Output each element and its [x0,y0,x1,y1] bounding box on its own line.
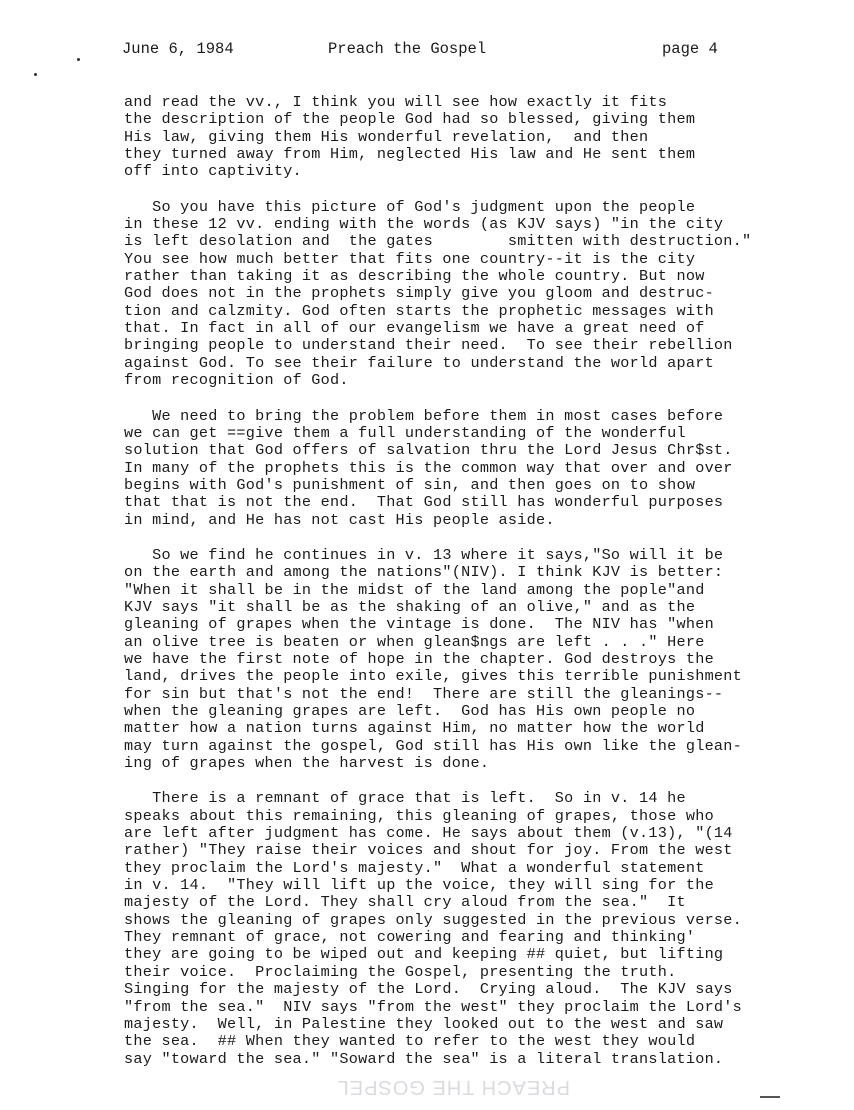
text-line: in mind, and He has not cast His people aside. [124,510,555,529]
text-line: from recognition of God. [124,371,349,390]
text-line: Singing for the majesty of the Lord. Crying aloud. The KJV says [124,980,733,999]
text-line: rather than taking it as describing the whole country. But now [124,267,705,286]
text-line: "When it shall be in the midst of the land among the pople"and [124,580,705,599]
text-line: gleaning of grapes when the vintage is done. The NIV has "when [124,615,714,634]
text-line: against God. To see their failure to understand the world apart [124,353,714,372]
text-line: on the earth and among the nations"(NIV). I think KJV is better: [124,563,724,582]
header-page-number: page 4 [662,40,718,58]
text-line: shows the gleaning of grapes only suggested in the previous verse. [124,910,743,929]
text-line: their voice. Proclaiming the Gospel, presenting the truth. [124,962,677,981]
text-line: So you have this picture of God's judgment upon the people [124,197,696,216]
text-line: that. In fact in all of our evangelism we have a great need of [124,319,705,338]
text-line: His law, giving them His wonderful revelation, and then [124,127,649,146]
stray-mark [760,1096,780,1098]
text-line: and read the vv., I think you will see how exactly it fits [124,93,668,111]
text-line: God does not in the prophets simply give you gloom and destruc- [124,284,714,303]
text-line: "from the sea." NIV says "from the west" they proclaim the Lord's [124,997,743,1016]
paragraph-5 [0,790,854,1068]
header-title: Preach the Gospel [328,40,487,58]
text-line: they proclaim the Lord's majesty." What a wonderful statement [124,858,705,877]
text-line: are left after judgment has come. He says about them (v.13), "(14 [124,824,733,843]
text-line: majesty of the Lord. They shall cry aloud from the sea." It [124,893,686,912]
text-line: for sin but that's not the end! There are still the gleanings-- [124,684,724,703]
text-line: majesty. Well, in Palestine they looked out to the west and saw [124,1014,724,1033]
text-line: land, drives the people into exile, gives this terrible punishment [124,667,743,686]
text-line: may turn against the gospel, God still has His own like the glean- [124,736,743,755]
text-line: that that is not the end. That God still has wonderful purposes [124,493,724,512]
text-line: say "toward the sea." "Soward the sea" is a literal translation. [124,1049,724,1068]
paragraph-1 [0,94,854,181]
text-line: an olive tree is beaten or when glean$ngs are left . . ." Here [124,632,705,651]
text-line: begins with God's punishment of sin, and then goes on to show [124,475,696,494]
text-line: in these 12 vv. ending with the words (as KJV says) "in the city [124,215,724,234]
text-line: we can get ==give them a full understanding of the wonderful [124,423,686,442]
text-line: So we find he continues in v. 13 where it says,"So will it be [124,545,724,564]
paragraph-2 [0,199,854,390]
text-line: You see how much better that fits one country--it is the city [124,249,696,268]
bleed-through-text: PREACH THE GOSPEL [336,1076,570,1098]
text-line: is left desolation and the gates smitten with destruction." [124,232,752,251]
text-line: KJV says "it shall be as the shaking of an olive," and as the [124,597,696,616]
document-body [0,94,854,1086]
text-line: they are going to be wiped out and keeping ## quiet, but lifting [124,945,724,964]
header-date: June 6, 1984 [122,40,234,58]
text-line: the description of the people God had so blessed, giving them [124,110,696,129]
text-line: they turned away from Him, neglected His law and He sent them [124,145,696,164]
text-line: the sea. ## When they wanted to refer to the west they would [124,1032,696,1051]
page-header [0,40,854,66]
text-line: ing of grapes when the harvest is done. [124,754,490,773]
stray-mark [34,73,37,76]
text-line: In many of the prophets this is the common way that over and over [124,458,733,477]
text-line: solution that God offers of salvation thru the Lord Jesus Chr$st. [124,441,733,460]
text-line: we have the first note of hope in the chapter. God destroys the [124,649,714,668]
paragraph-4 [0,547,854,772]
text-line: speaks about this remaining, this gleaning of grapes, those who [124,806,714,825]
text-line: bringing people to understand their need. To see their rebellion [124,336,733,355]
text-line: matter how a nation turns against Him, no matter how the world [124,719,705,738]
text-line: We need to bring the problem before them in most cases before [124,406,724,425]
text-line: There is a remnant of grace that is left. So in v. 14 he [124,789,686,808]
paragraph-3 [0,408,854,529]
text-line: rather) "They raise their voices and shout for joy. From the west [124,841,733,860]
text-line: They remnant of grace, not cowering and fearing and thinking' [124,928,696,947]
text-line: in v. 14. "They will lift up the voice, they will sing for the [124,876,714,895]
text-line: off into captivity. [124,162,302,181]
text-line: tion and calzmity. God often starts the prophetic messages with [124,301,714,320]
text-line: when the gleaning grapes are left. God has His own people no [124,702,696,720]
